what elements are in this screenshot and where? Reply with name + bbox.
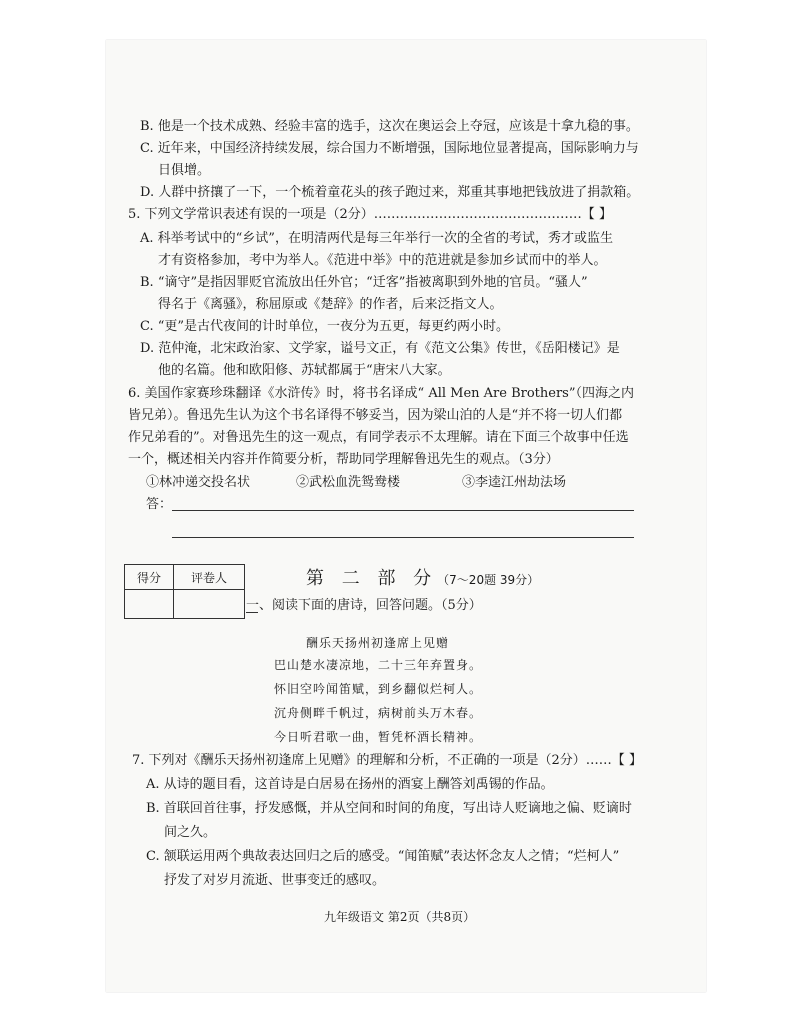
q7-option-a: A. 从诗的题目看，这首诗是白居易在扬州的酒宴上酬答刘禹锡的作品。 — [146, 777, 554, 792]
part2-title — [306, 564, 539, 590]
q6-line-2: 皆兄弟）。鲁迅先生认为这个书名译得不够妥当，因为梁山泊的人是“并不将一切人们都 — [128, 408, 623, 423]
score-cell[interactable] — [125, 590, 174, 619]
q6-line-4: 一个，概述相关内容并作简要分析，帮助同学理解鲁迅先生的观点。（3分） — [128, 452, 559, 467]
poem-line-1: 巴山楚水凄凉地，二十三年弃置身。 — [274, 658, 483, 672]
page-footer: 九年级语文 第2页（共8页） — [324, 910, 476, 924]
part2-title-text: 第 二 部 分 — [306, 568, 438, 589]
q4-option-c: C. 近年来，中国经济持续发展，综合国力不断增强，国际地位显著提高，国际影响力与 — [140, 141, 639, 156]
q4-option-c-cont: 日俱增。 — [158, 163, 211, 178]
answer-line-1[interactable] — [172, 510, 634, 511]
q5-option-b: B. “谪守”是指因罪贬官流放出任外官；“迁客”指被离职到外地的官员。“骚人” — [140, 275, 588, 290]
q7-option-c-cont: 抒发了对岁月流逝、世事变迁的感叹。 — [164, 873, 386, 888]
q7-option-b-cont: 间之久。 — [164, 825, 217, 840]
q5-option-b-cont: 得名于《离骚》，称屈原或《楚辞》的作者，后来泛指文人。 — [158, 297, 503, 312]
q6-choice-2: ②武松血洗鸳鸯楼 — [296, 475, 401, 490]
q7-option-b: B. 首联回首往事，抒发感慨，并从空间和时间的角度，写出诗人贬谪地之偏、贬谪时 — [146, 801, 632, 816]
q5-option-d-cont: 他的名篇。他和欧阳修、苏轼都属于“唐宋八大家。 — [158, 363, 451, 378]
q5-option-a: A. 科举考试中的“乡试”，在明清两代是每三年举行一次的全省的考试，秀才或监生 — [140, 231, 613, 246]
part2-range: （7～20题 39分） — [437, 573, 540, 587]
answer-label: 答： — [146, 497, 173, 512]
grader-header: 评卷人 — [174, 565, 245, 590]
answer-line-2[interactable] — [172, 537, 634, 538]
q4-option-d: D. 人群中挤攘了一下，一个梳着童花头的孩子跑过来，郑重其事地把钱放进了捐款箱。 — [140, 185, 640, 200]
q5-option-d: D. 范仲淹，北宋政治家、文学家，谥号文正，有《范文公集》传世，《岳阳楼记》是 — [140, 341, 620, 356]
q6-choice-3: ③李逵江州劫法场 — [462, 475, 567, 490]
q6-line-3: 作兄弟看的”。对鲁迅先生的这一观点，有同学表示不太理解。请在下面三个故事中任选 — [128, 430, 629, 445]
poem-line-3: 沉舟侧畔千帆过，病树前头万木春。 — [274, 706, 483, 720]
q5-option-c: C. “更”是古代夜间的计时单位，一夜分为五更，每更约两小时。 — [140, 319, 510, 334]
poem-line-2: 怀旧空吟闻笛赋，到乡翻似烂柯人。 — [274, 682, 483, 696]
q4-option-b: B. 他是一个技术成熟、经验丰富的选手，这次在奥运会上夺冠，应该是十拿九稳的事。 — [140, 119, 639, 134]
score-header: 得分 — [125, 565, 174, 590]
q7-option-c: C. 颔联运用两个典故表达回归之后的感受。“闻笛赋”表达怀念友人之情；“烂柯人” — [146, 849, 620, 864]
score-box — [124, 564, 245, 619]
q6-choice-1: ①林冲递交投名状 — [146, 475, 251, 490]
poem-title: 酬乐天扬州初逢席上见赠 — [306, 636, 450, 650]
q7-stem: 7. 下列对《酬乐天扬州初逢席上见赠》的理解和分析，不正确的一项是（2分）……【 】 — [132, 753, 642, 768]
q5-option-a-cont: 才有资格参加，考中为举人。《范进中举》中的范进就是参加乡试而中的举人。 — [158, 253, 607, 268]
section-heading: 一、阅读下面的唐诗，回答问题。（5分） — [246, 598, 482, 613]
exam-page — [106, 40, 706, 992]
q6-line-1: 6. 美国作家赛珍珠翻译《水浒传》时，将书名译成“ All Men Are Brothers”（四海之内 — [128, 386, 635, 401]
grader-cell[interactable] — [174, 590, 245, 619]
poem-line-4: 今日听君歌一曲，暂凭杯酒长精神。 — [274, 730, 483, 744]
q5-stem: 5. 下列文学常识表述有误的一项是（2分）…………………………………………【 】 — [128, 207, 612, 222]
